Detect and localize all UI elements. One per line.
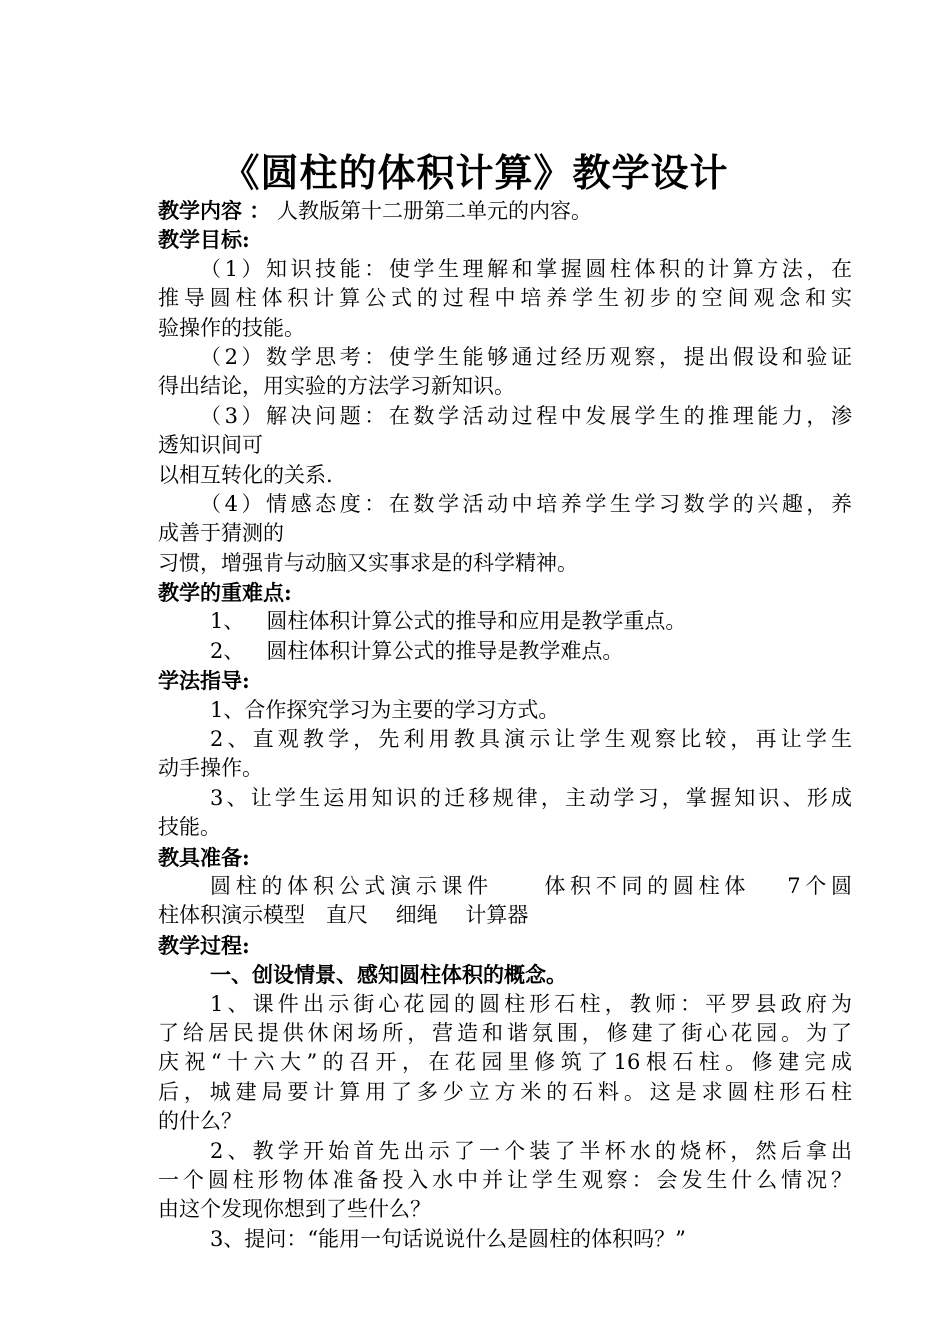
step-2-line-3: 由这个发现你想到了些什么？ [158, 1197, 431, 1222]
key-point-2-number: 2、 [210, 638, 245, 663]
key-point-1-text: 圆柱体积计算公式的推导和应用是教学重点。 [266, 609, 687, 634]
goal-3-line-1: （3）解决问题：在数学活动过程中发展学生的推理能力，渗 [200, 403, 852, 428]
tools-heading: 教具准备: [158, 844, 250, 870]
method-2-line-1: 2、直观教学，先利用教具演示让学生观察比较，再让学生 [210, 727, 852, 752]
teaching-content-label: 教学内容 ： [158, 198, 271, 223]
step-1-line-2: 了给居民提供休闲场所，营造和谐氛围，修建了街心花园。为了 [158, 1020, 852, 1045]
goal-3-line-3: 以相互转化的关系. [158, 462, 333, 487]
goal-1-line-1: （1）知识技能：使学生理解和掌握圆柱体积的计算方法，在 [200, 256, 852, 281]
step-1-line-1: 1、课件出示街心花园的圆柱形石柱，教师：平罗县政府为 [210, 991, 852, 1016]
document-body [158, 196, 852, 1254]
method-1-line-1: 1、合作探究学习为主要的学习方式。 [210, 697, 560, 722]
goal-3-line-2: 透知识间可 [158, 433, 263, 458]
goal-1-line-2: 推导圆柱体积计算公式的过程中培养学生初步的空间观念和实 [158, 286, 852, 311]
teaching-content-text: 人教版第十二册第二单元的内容。 [277, 199, 592, 223]
goals-heading: 教学目标: [158, 227, 250, 253]
step-2-line-1: 2、教学开始首先出示了一个装了半杯水的烧杯，然后拿出 [210, 1138, 852, 1163]
step-3-line-1: 3、提问：“能用一句话说说什么是圆柱的体积吗？” [210, 1226, 686, 1251]
method-3-line-1: 3、让学生运用知识的迁移规律，主动学习，掌握知识、形成 [210, 785, 852, 810]
key-point-1-number: 1、 [210, 609, 245, 634]
key-point-2 [158, 637, 852, 666]
key-point-2-text: 圆柱体积计算公式的推导是教学难点。 [266, 638, 624, 663]
document-title: 《圆柱的体积计算》教学设计 [221, 150, 729, 195]
goal-4-line-1: （4）情感态度：在数学活动中培养学生学习数学的兴趣，养 [200, 491, 852, 516]
process-heading: 教学过程: [158, 932, 250, 958]
step-1-line-5: 的什么？ [158, 1109, 242, 1134]
key-points-heading: 教学的重难点: [158, 580, 292, 606]
method-2-line-2: 动手操作。 [158, 756, 263, 781]
method-heading: 学法指导: [158, 668, 250, 694]
section-1-heading: 一、创设情景、感知圆柱体积的概念。 [210, 962, 567, 988]
goal-1-line-3: 验操作的技能。 [158, 315, 305, 340]
goal-4-line-3: 习惯，增强肯与动脑又实事求是的科学精神。 [158, 550, 578, 575]
teaching-content-line [158, 196, 852, 225]
goal-2-line-1: （2）数学思考：使学生能够通过经历观察，提出假设和验证 [200, 344, 852, 369]
goal-2-line-2: 得出结论，用实验的方法学习新知识。 [158, 374, 515, 399]
goal-4-line-2: 成善于猜测的 [158, 521, 284, 546]
key-point-1 [158, 607, 852, 636]
step-2-line-2: 一个圆柱形物体准备投入水中并让学生观察：会发生什么情况？ [158, 1167, 852, 1192]
step-1-line-3: 庆祝“十六大”的召开，在花园里修筑了16根石柱。修建完成 [158, 1050, 852, 1075]
method-3-line-2: 技能。 [158, 815, 221, 840]
tools-line-1: 圆柱的体积公式演示课件 体积不同的圆柱体 7个圆 [210, 873, 852, 898]
tools-line-2: 柱体积演示模型 直尺 细绳 计算器 [158, 903, 529, 928]
step-1-line-4: 后，城建局要计算用了多少立方米的石料。这是求圆柱形石柱 [158, 1079, 852, 1104]
